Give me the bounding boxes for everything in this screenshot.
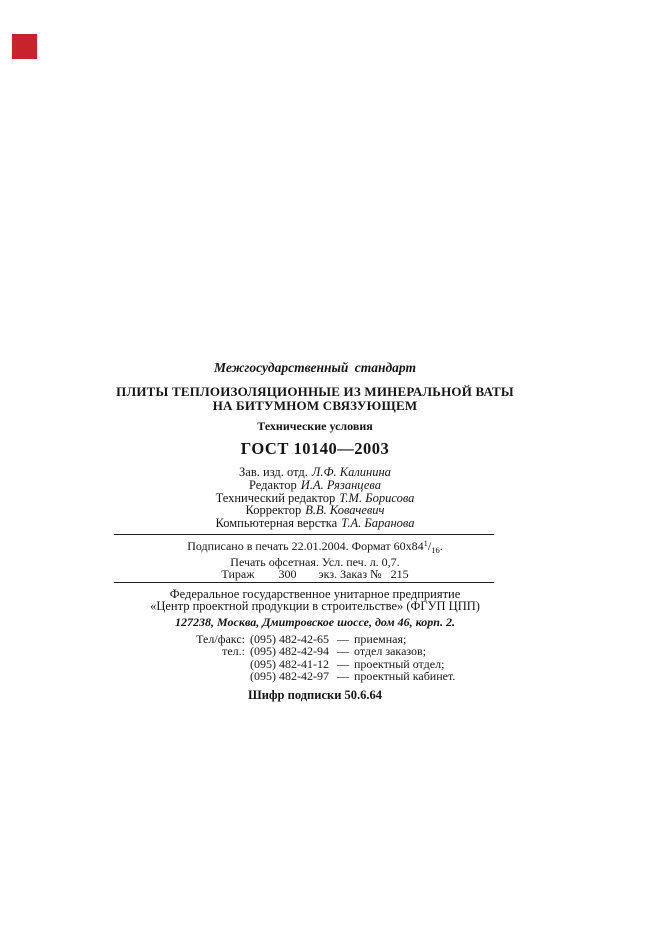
contact-department: проектный отдел; [354, 656, 445, 671]
standard-designation: ГОСТ 10140—2003 [240, 439, 390, 458]
credit-name: Л.Ф. Калинина [311, 465, 391, 479]
contact-department: отдел заказов; [354, 644, 427, 659]
publisher-block [100, 588, 530, 613]
credit-name: Т.А. Баранова [341, 516, 415, 531]
tirazh-label: Тираж [221, 566, 255, 581]
standard-title [100, 385, 530, 412]
contact-phone: (095) 482-42-65 [250, 631, 329, 646]
subscription-code: Шифр подписки 50.6.64 [247, 687, 383, 702]
contact-dash: — [337, 669, 349, 684]
publisher-address: 127238, Москва, Дмитровское шоссе, дом 46, корп. 2. [175, 614, 455, 629]
red-corner-marker [12, 34, 37, 59]
standard-subtitle: Технические условия [257, 419, 373, 433]
contact-label [100, 670, 250, 683]
credit-role: Технический редактор [215, 490, 336, 505]
print-info-line3 [100, 568, 530, 580]
print-info-line2: Печать офсетная. Усл. печ. л. 0,7. [230, 554, 400, 569]
zakaz-label: экз. Заказ № [318, 566, 382, 581]
format-subscript: 16 [431, 544, 440, 555]
publisher-line1: Федеральное государственное унитарное предприятие [169, 586, 461, 601]
print-info-line1 [100, 537, 530, 556]
credit-name: И.А. Рязанцева [300, 477, 381, 492]
contact-phone: (095) 482-42-94 [250, 644, 329, 659]
credit-row [100, 466, 530, 479]
format-superscript: 1 [423, 537, 428, 548]
contact-department: проектный кабинет. [354, 669, 456, 684]
contacts-block [100, 633, 530, 683]
contact-label [100, 658, 250, 671]
print-date-format: Подписано в печать 22.01.2004. Формат 60х84 [187, 538, 424, 553]
format-slash: / [427, 538, 432, 553]
credits-block [100, 466, 530, 530]
contact-label: тел.: [222, 644, 245, 659]
print-info-block [100, 537, 530, 580]
credit-role: Компьютерная верстка [215, 516, 338, 531]
contact-dash: — [337, 644, 349, 659]
standard-title-line1: ПЛИТЫ ТЕПЛОИЗОЛЯЦИОННЫЕ ИЗ МИНЕРАЛЬНОЙ ВАТЫ [116, 384, 514, 399]
standard-type-note: Межгосударственный стандарт [214, 360, 416, 375]
separator-rule-top [114, 534, 494, 535]
credit-role: Зав. изд. отд. [239, 465, 308, 479]
credit-role: Редактор [249, 477, 297, 492]
publisher-line2: «Центр проектной продукции в строительстве» (ФГУП ЦПП) [150, 599, 480, 614]
contact-dash: — [337, 631, 349, 646]
contact-department: приемная; [354, 631, 407, 646]
contact-dash: — [337, 656, 349, 671]
separator-rule-bottom [114, 582, 494, 583]
contact-phone: (095) 482-42-97 [250, 669, 329, 684]
colophon-block [100, 361, 530, 702]
tirazh-value: 300 [278, 566, 297, 581]
format-period: . [439, 538, 443, 553]
credit-name: В.В. Ковачевич [305, 503, 385, 518]
credit-role: Корректор [245, 503, 302, 518]
standard-title-line2: НА БИТУМНОМ СВЯЗУЮЩЕМ [212, 397, 418, 413]
zakaz-value: 215 [390, 566, 409, 581]
credit-row [100, 517, 530, 530]
contact-label: Тел/факс: [196, 631, 245, 646]
contact-phone: (095) 482-41-12 [250, 656, 329, 671]
credit-name: Т.М. Борисова [339, 490, 415, 505]
